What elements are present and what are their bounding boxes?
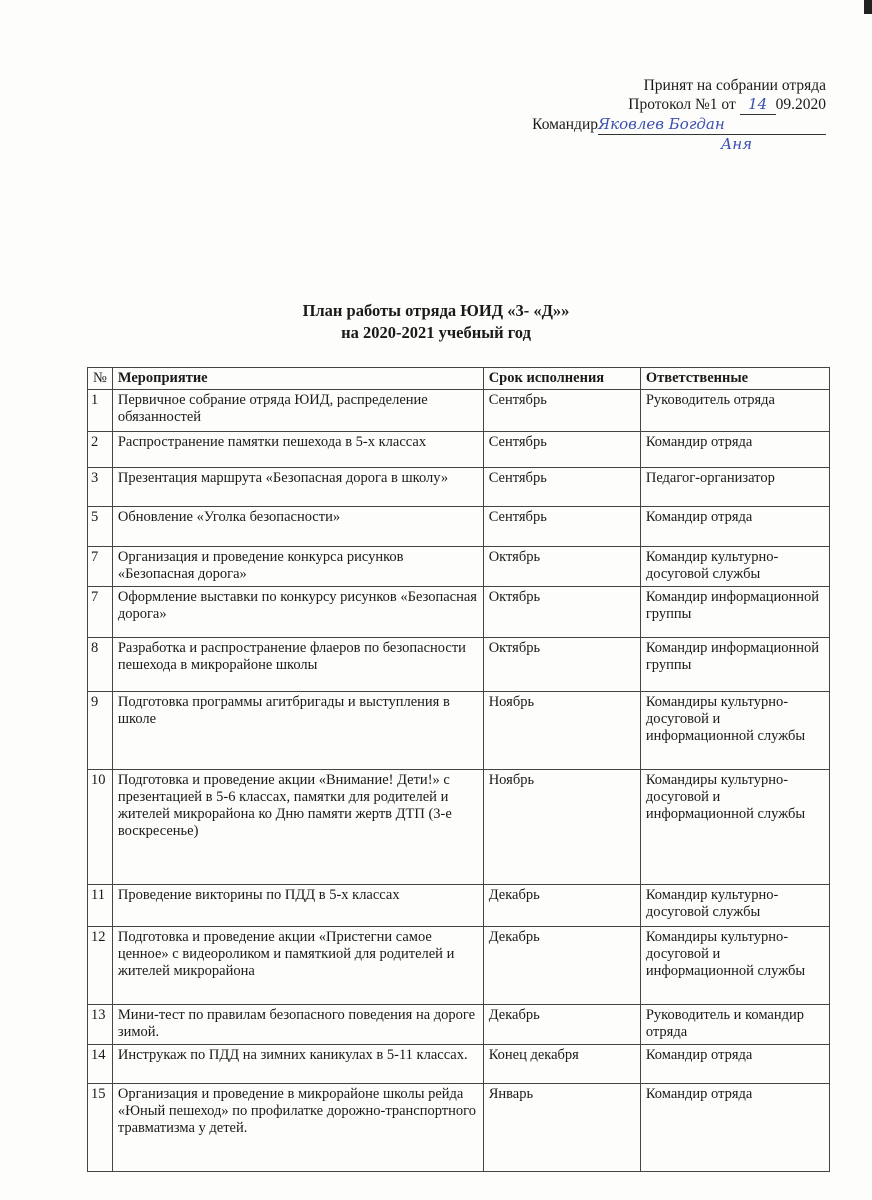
row-term: Сентябрь	[483, 468, 640, 507]
row-number: 10	[88, 770, 113, 885]
header-number: №	[88, 368, 113, 390]
row-event: Оформление выставки по конкурсу рисунков «Безопасная дорога»	[112, 587, 483, 638]
row-term: Октябрь	[483, 638, 640, 692]
table-row	[88, 547, 830, 587]
protocol-prefix: Протокол №1 от	[628, 96, 736, 113]
row-event: Обновление «Уголка безопасности»	[112, 507, 483, 547]
row-responsible: Командир культурно-досуговой службы	[640, 547, 829, 587]
row-number: 3	[88, 468, 113, 507]
row-number: 12	[88, 927, 113, 1005]
table-row	[88, 1045, 830, 1084]
table-row	[88, 692, 830, 770]
row-term: Ноябрь	[483, 692, 640, 770]
table-row	[88, 390, 830, 432]
protocol-day: 14	[740, 95, 776, 115]
row-event: Первичное собрание отряда ЮИД, распределение обязанностей	[112, 390, 483, 432]
commander-line	[532, 115, 826, 135]
row-event: Мини-тест по правилам безопасного поведения на дороге зимой.	[112, 1005, 483, 1045]
table-row	[88, 885, 830, 927]
title-line-1: План работы отряда ЮИД «3- «Д»»	[302, 301, 570, 320]
row-term: Сентябрь	[483, 507, 640, 547]
row-responsible: Командир информационной группы	[640, 587, 829, 638]
row-responsible: Командир отряда	[640, 507, 829, 547]
row-number: 5	[88, 507, 113, 547]
title-line-2: на 2020-2021 учебный год	[341, 323, 531, 342]
table-row	[88, 507, 830, 547]
row-event: Подготовка и проведение акции «Пристегни самое ценное» с видеороликом и памяткиой для родителей и жителей микрорайона	[112, 927, 483, 1005]
row-term: Сентябрь	[483, 390, 640, 432]
row-term: Декабрь	[483, 1005, 640, 1045]
signature-2: Аня	[720, 135, 752, 153]
approval-block	[532, 76, 826, 135]
header-term: Срок исполнения	[483, 368, 640, 390]
row-term: Декабрь	[483, 885, 640, 927]
table-row	[88, 432, 830, 468]
row-responsible: Командир отряда	[640, 1045, 829, 1084]
row-number: 11	[88, 885, 113, 927]
table-row	[88, 1084, 830, 1172]
row-term: Сентябрь	[483, 432, 640, 468]
row-number: 7	[88, 587, 113, 638]
row-number: 13	[88, 1005, 113, 1045]
row-event: Подготовка программы агитбригады и выступления в школе	[112, 692, 483, 770]
row-event: Распространение памятки пешехода в 5-х классах	[112, 432, 483, 468]
row-term: Ноябрь	[483, 770, 640, 885]
row-responsible: Руководитель отряда	[640, 390, 829, 432]
table-row	[88, 468, 830, 507]
row-responsible: Командир информационной группы	[640, 638, 829, 692]
plan-table	[87, 367, 830, 1172]
scan-mark	[864, 0, 872, 14]
row-event: Разработка и распространение флаеров по безопасности пешехода в микрорайоне школы	[112, 638, 483, 692]
row-responsible: Командир отряда	[640, 1084, 829, 1172]
protocol-suffix: 09.2020	[775, 96, 826, 113]
row-term: Январь	[483, 1084, 640, 1172]
table-row	[88, 638, 830, 692]
table-row	[88, 770, 830, 885]
row-event: Подготовка и проведение акции «Внимание! Дети!» с презентацией в 5-6 классах, памятки для родителей и жителей микрорайона ко Дню памяти жертв ДТП (3-е воскресенье)	[112, 770, 483, 885]
row-responsible: Руководитель и командир отряда	[640, 1005, 829, 1045]
row-number: 14	[88, 1045, 113, 1084]
row-responsible: Командир культурно-досуговой службы	[640, 885, 829, 927]
page-title	[0, 300, 872, 344]
row-number: 7	[88, 547, 113, 587]
row-term: Октябрь	[483, 587, 640, 638]
row-number: 15	[88, 1084, 113, 1172]
row-responsible: Командиры культурно-досуговой и информационной службы	[640, 770, 829, 885]
row-event: Проведение викторины по ПДД в 5-х классах	[112, 885, 483, 927]
table-row	[88, 1005, 830, 1045]
approval-line: Принят на собрании отряда	[643, 77, 826, 94]
table-row	[88, 587, 830, 638]
commander-signature: Яковлев Богдан	[598, 115, 826, 135]
row-responsible: Командиры культурно-досуговой и информационной службы	[640, 927, 829, 1005]
protocol-line	[532, 95, 826, 115]
row-number: 2	[88, 432, 113, 468]
header-event: Мероприятие	[112, 368, 483, 390]
row-event: Организация и проведение конкурса рисунков «Безопасная дорога»	[112, 547, 483, 587]
row-term: Октябрь	[483, 547, 640, 587]
table-row	[88, 927, 830, 1005]
row-event: Презентация маршрута «Безопасная дорога в школу»	[112, 468, 483, 507]
table-header-row	[88, 368, 830, 390]
commander-label: Командир	[532, 116, 598, 133]
row-responsible: Командир отряда	[640, 432, 829, 468]
row-event: Организация и проведение в микрорайоне школы рейда «Юный пешеход» по профилатке дорожно-транспортного травматизма у детей.	[112, 1084, 483, 1172]
row-number: 8	[88, 638, 113, 692]
row-responsible: Педагог-организатор	[640, 468, 829, 507]
row-number: 9	[88, 692, 113, 770]
header-responsible: Ответственные	[640, 368, 829, 390]
row-event: Инструкаж по ПДД на зимних каникулах в 5-11 классах.	[112, 1045, 483, 1084]
row-term: Конец декабря	[483, 1045, 640, 1084]
row-responsible: Командиры культурно-досуговой и информационной службы	[640, 692, 829, 770]
row-number: 1	[88, 390, 113, 432]
row-term: Декабрь	[483, 927, 640, 1005]
